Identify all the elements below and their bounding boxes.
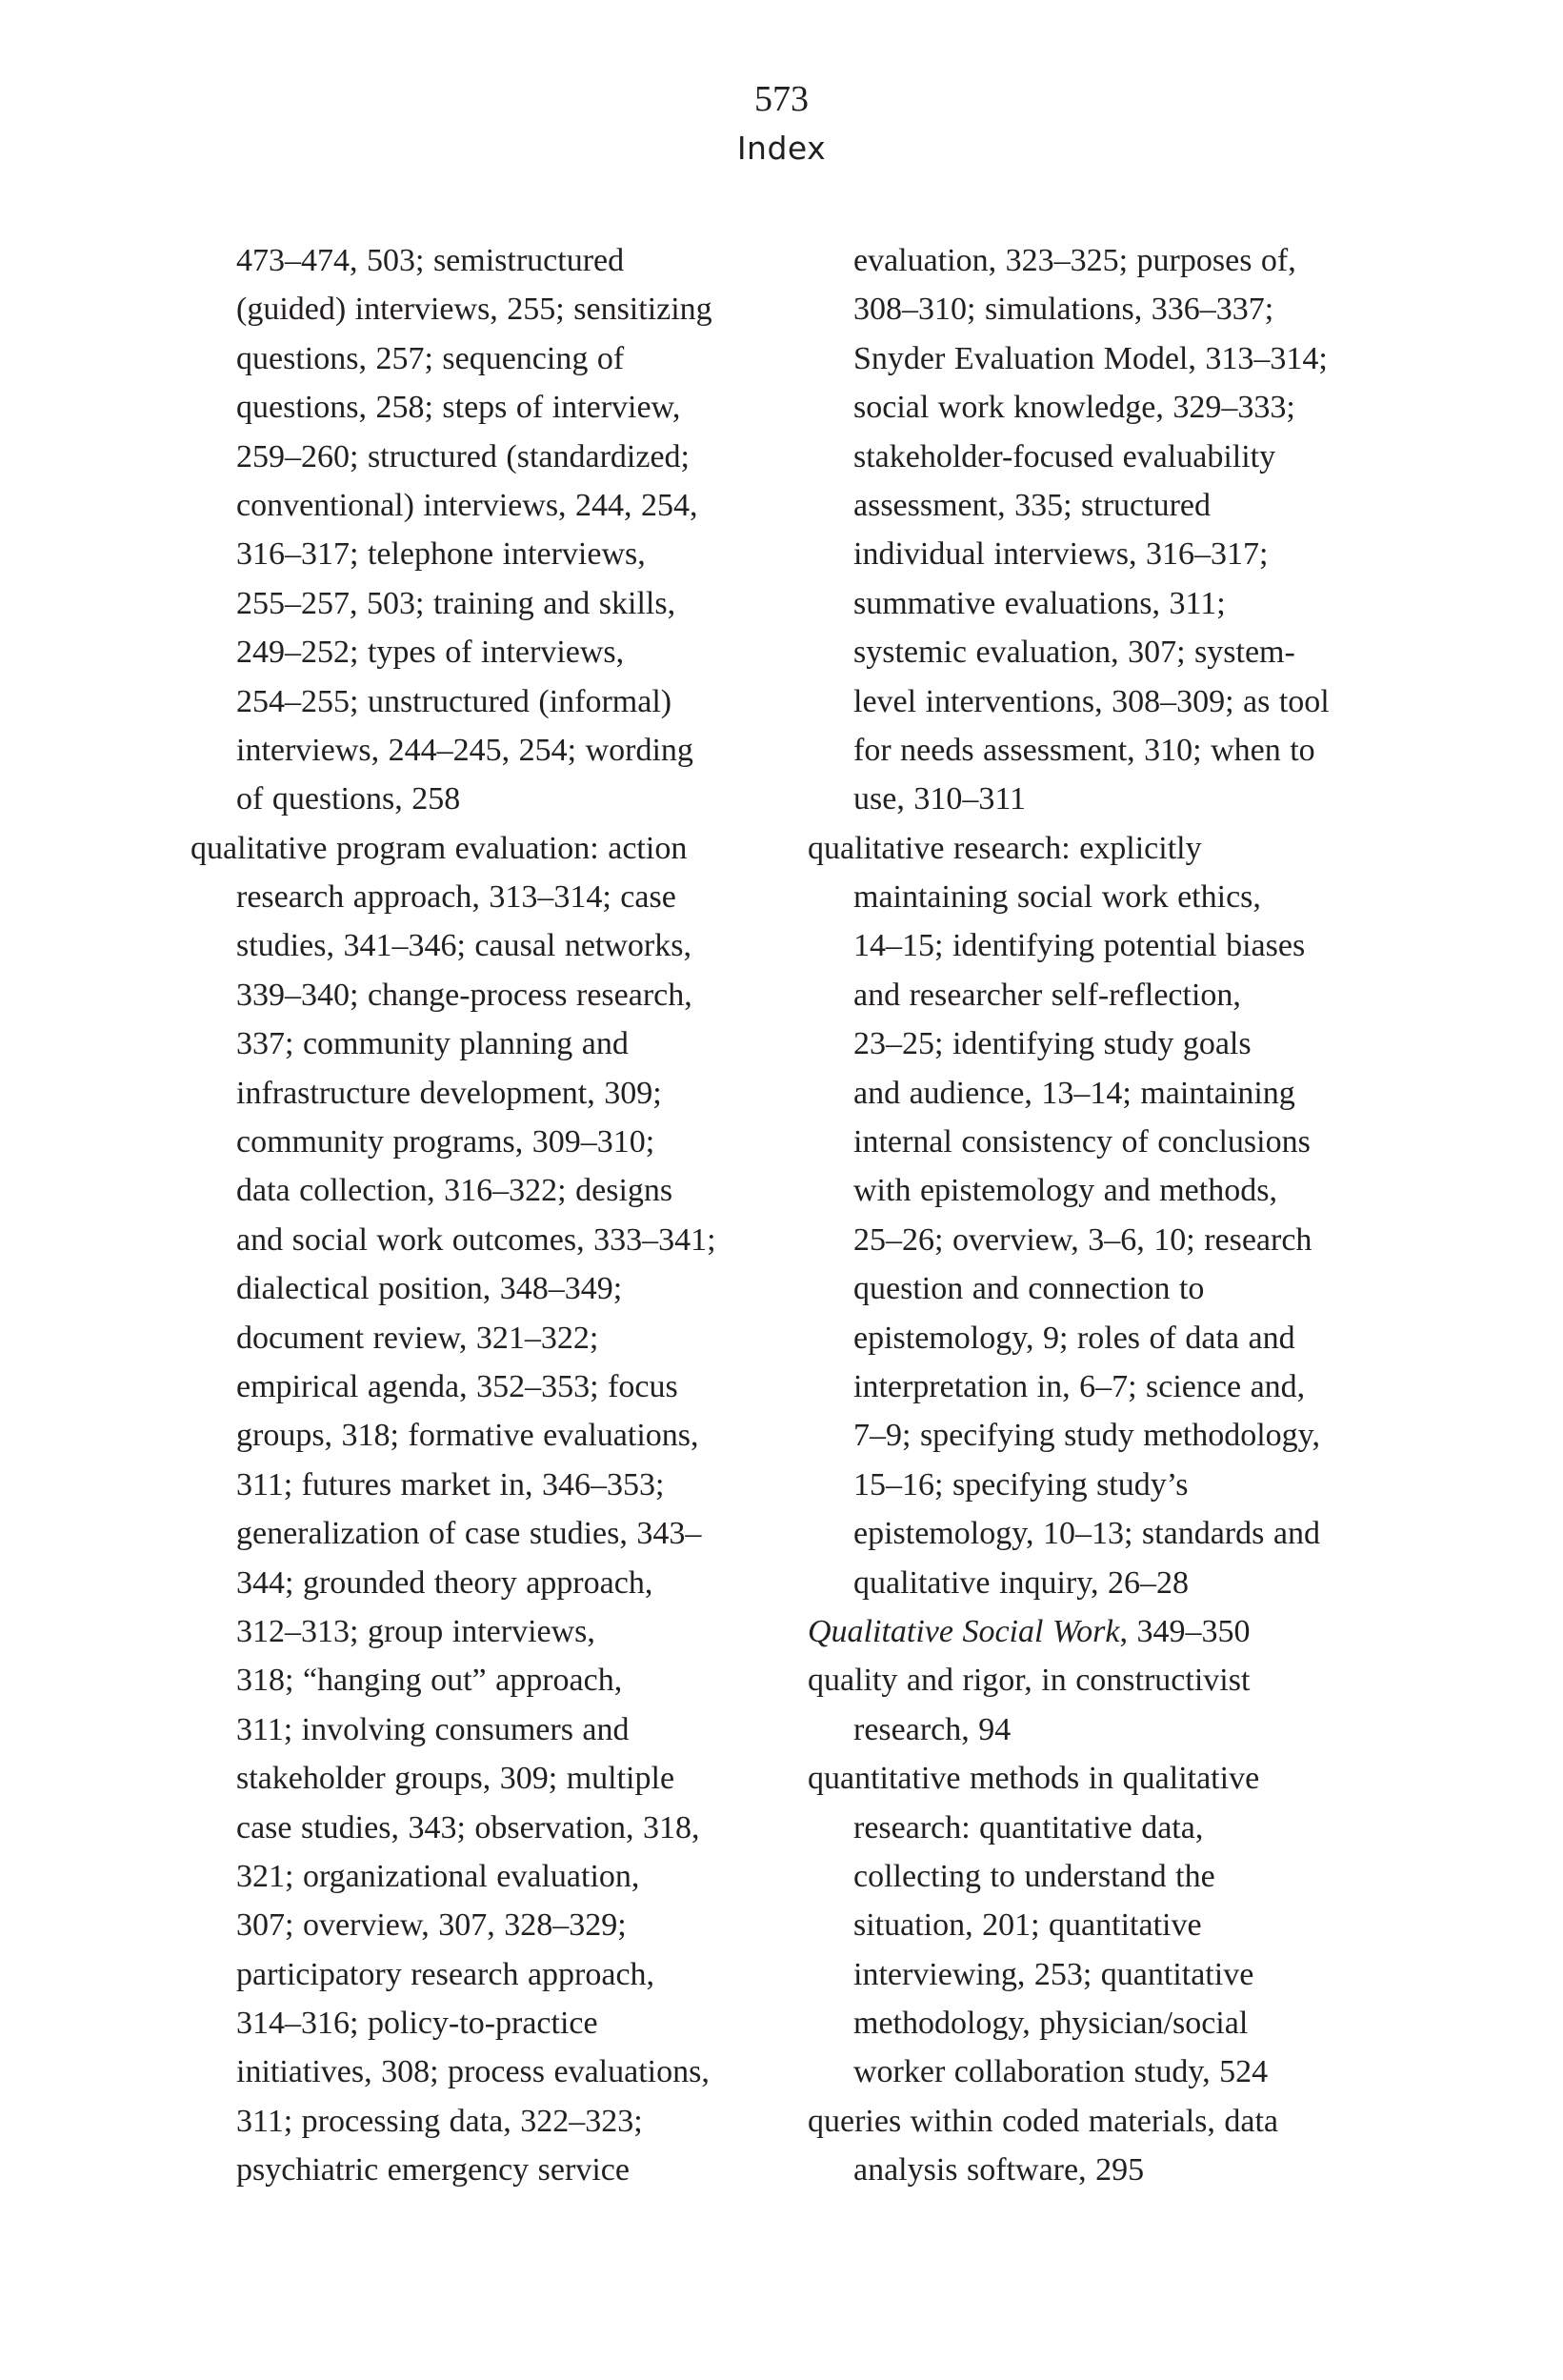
index-entry-continuation-line: initiatives, 308; process evaluations, — [236, 2054, 710, 2090]
index-entry-continuation-line: dialectical position, 348–349; — [236, 1271, 623, 1307]
index-entry-continuation-line: 23–25; identifying study goals — [853, 1026, 1252, 1062]
page-number: 573 — [754, 79, 809, 119]
index-entry-heading-line: qualitative research: explicitly — [808, 830, 1202, 866]
index-entry-continuation-line: 14–15; identifying potential biases — [853, 928, 1306, 964]
index-entry-continuation-line: participatory research approach, — [236, 1956, 655, 1992]
running-head: Index — [736, 130, 827, 167]
index-entry-pages: , 349–350 — [1119, 1613, 1251, 1649]
index-entry-continuation-line: worker collaboration study, 524 — [853, 2054, 1269, 2090]
index-entry-heading-line: qualitative program evaluation: action — [190, 830, 688, 866]
index-entry-continuation-line: level interventions, 308–309; as tool — [853, 683, 1330, 719]
index-entry-continuation-line: evaluation, 323–325; purposes of, — [853, 243, 1296, 278]
index-entry-continuation-line: 473–474, 503; semistructured — [236, 243, 625, 278]
index-entry-continuation-line: (guided) interviews, 255; sensitizing — [236, 292, 712, 328]
index-entry-continuation-line: individual interviews, 316–317; — [853, 536, 1269, 573]
index-entry-continuation-line: qualitative inquiry, 26–28 — [853, 1564, 1190, 1601]
index-entry-continuation-line: 7–9; specifying study methodology, — [853, 1418, 1320, 1454]
index-entry-continuation-line: 312–313; group interviews, — [236, 1613, 595, 1649]
index-entry-continuation-line: assessment, 335; structured — [853, 487, 1211, 523]
index-entry-continuation-line: questions, 257; sequencing of — [236, 340, 625, 376]
index-entry-continuation-line: interviewing, 253; quantitative — [853, 1956, 1254, 1992]
index-entry-continuation-line: 311; futures market in, 346–353; — [236, 1466, 665, 1503]
index-entry-continuation-line: use, 310–311 — [853, 781, 1027, 817]
index-entry-continuation-line: 308–310; simulations, 336–337; — [853, 292, 1274, 328]
index-entry-continuation-line: 311; processing data, 322–323; — [236, 2103, 643, 2139]
index-entry-continuation-line: studies, 341–346; causal networks, — [236, 928, 691, 964]
index-entry-continuation-line: conventional) interviews, 244, 254, — [236, 487, 698, 523]
index-entry-continuation-line: summative evaluations, 311; — [853, 585, 1226, 621]
index-entry-continuation-line: psychiatric emergency service — [236, 2152, 630, 2188]
index-entry-continuation-line: 255–257, 503; training and skills, — [236, 585, 676, 621]
index-entry-continuation-line: situation, 201; quantitative — [853, 1907, 1202, 1944]
index-entry-continuation-line: of questions, 258 — [236, 781, 461, 817]
index-entry-continuation-line: internal consistency of conclusions — [853, 1124, 1311, 1160]
index-entry-continuation-line: analysis software, 295 — [853, 2152, 1145, 2188]
index-entry-continuation-line: interpretation in, 6–7; science and, — [853, 1368, 1306, 1404]
index-entry-continuation-line: research: quantitative data, — [853, 1809, 1204, 1846]
index-entry-continuation-line: methodology, physician/social — [853, 2006, 1249, 2042]
index-entry-continuation-line: stakeholder-focused evaluability — [853, 438, 1276, 474]
index-entry-continuation-line: interviews, 244–245, 254; wording — [236, 732, 693, 768]
index-entry-continuation-line: 15–16; specifying study’s — [853, 1466, 1189, 1503]
index-entry-title-italic: Qualitative Social Work — [808, 1613, 1120, 1649]
index-entry-heading-line: quantitative methods in qualitative — [808, 1761, 1260, 1797]
index-entry-continuation-line: 337; community planning and — [236, 1026, 629, 1062]
index-entry-continuation-line: research approach, 313–314; case — [236, 879, 676, 916]
index-entry-continuation-line: for needs assessment, 310; when to — [853, 732, 1315, 768]
index-entry-continuation-line: epistemology, 10–13; standards and — [853, 1516, 1320, 1552]
index-entry-continuation-line: 259–260; structured (standardized; — [236, 438, 690, 474]
index-entry-continuation-line: document review, 321–322; — [236, 1320, 599, 1356]
index-entry-continuation-line: 321; organizational evaluation, — [236, 1858, 640, 1894]
index-entry-continuation-line: maintaining social work ethics, — [853, 879, 1261, 916]
index-entry-continuation-line: 249–252; types of interviews, — [236, 635, 625, 671]
index-entry-continuation-line: stakeholder groups, 309; multiple — [236, 1761, 675, 1797]
index-entry-continuation-line: empirical agenda, 352–353; focus — [236, 1368, 678, 1404]
index-entry-continuation-line: and audience, 13–14; maintaining — [853, 1075, 1295, 1111]
index-entry-continuation-line: social work knowledge, 329–333; — [853, 390, 1295, 426]
index-entry-continuation-line: infrastructure development, 309; — [236, 1075, 662, 1111]
index-entry-continuation-line: epistemology, 9; roles of data and — [853, 1320, 1295, 1356]
index-entry-continuation-line: case studies, 343; observation, 318, — [236, 1809, 700, 1846]
index-entry-continuation-line: and social work outcomes, 333–341; — [236, 1221, 716, 1258]
index-entry-heading-line: quality and rigor, in constructivist — [808, 1663, 1251, 1699]
index-column-right — [808, 236, 1417, 2195]
index-entry-heading-line — [808, 1607, 1417, 1656]
index-entry-continuation-line: data collection, 316–322; designs — [236, 1173, 673, 1209]
index-entry-continuation-line: question and connection to — [853, 1271, 1205, 1307]
index-entry-heading-line: queries within coded materials, data — [808, 2103, 1278, 2139]
index-entry-continuation-line: 307; overview, 307, 328–329; — [236, 1907, 627, 1944]
index-entry-continuation-line: generalization of case studies, 343– — [236, 1516, 702, 1552]
index-entry-continuation-line: research, 94 — [853, 1711, 1012, 1747]
index-entry-continuation-line: 314–316; policy-to-practice — [236, 2006, 598, 2042]
index-entry-continuation-line: collecting to understand the — [853, 1858, 1215, 1894]
index-entry-continuation-line: and researcher self-reflection, — [853, 977, 1241, 1013]
index-column-left — [190, 236, 800, 2195]
index-entry-continuation-line: systemic evaluation, 307; system- — [853, 635, 1295, 671]
index-entry-continuation-line: with epistemology and methods, — [853, 1173, 1277, 1209]
index-entry-continuation-line: 25–26; overview, 3–6, 10; research — [853, 1221, 1313, 1258]
index-entry-continuation-line: groups, 318; formative evaluations, — [236, 1418, 699, 1454]
index-entry-continuation-line: Snyder Evaluation Model, 313–314; — [853, 340, 1328, 376]
index-entry-continuation-line: 254–255; unstructured (informal) — [236, 683, 672, 719]
index-entry-continuation-line: 316–317; telephone interviews, — [236, 536, 646, 573]
index-entry-continuation-line: community programs, 309–310; — [236, 1124, 655, 1160]
index-entry-continuation-line: 344; grounded theory approach, — [236, 1564, 653, 1601]
index-entry-continuation-line: 311; involving consumers and — [236, 1711, 630, 1747]
index-entry-continuation-line: 318; “hanging out” approach, — [236, 1663, 623, 1699]
index-entry-continuation-line: 339–340; change-process research, — [236, 977, 692, 1013]
index-entry-continuation-line: questions, 258; steps of interview, — [236, 390, 681, 426]
